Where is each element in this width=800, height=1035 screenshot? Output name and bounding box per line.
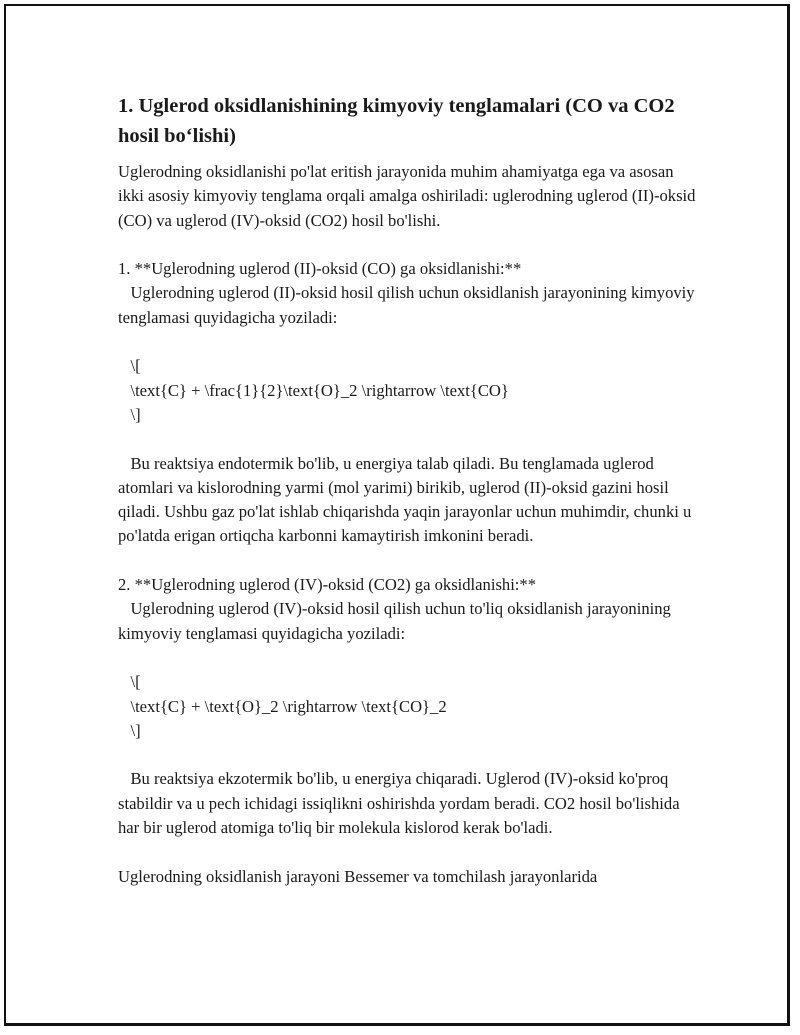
section2-equation: \text{C} + \text{O}_2 \rightarrow \text{CO}_2	[118, 696, 447, 716]
spacer	[118, 840, 698, 864]
section2-equation-close: \]	[118, 720, 141, 740]
spacer	[118, 233, 698, 257]
section1-explanation: Bu reaktsiya endotermik bo'lib, u energiya talab qiladi. Bu tenglamada uglerod atomlari va kislorodning yarmi (mol yarimi) birikib, uglerod (II)-oksid gazini hosil qiladi. Ushbu gaz po'lat ishlab chiqarishda yaqin jarayonlar uchun muhimdir, chunki u po'latda erigan ortiqcha karbonni kamaytirish imkonini beradi.	[118, 453, 696, 546]
document-body	[118, 91, 698, 889]
section1-equation-close: \]	[118, 404, 141, 424]
section1-lead: Uglerodning uglerod (II)-oksid hosil qilish uchun oksidlanish jarayonining kimyoviy tenglamasi quyidagicha yoziladi:	[118, 283, 699, 327]
section1-heading: 1. **Uglerodning uglerod (II)-oksid (CO) ga oksidlanishi:**	[118, 259, 522, 279]
spacer	[118, 549, 698, 573]
spacer	[118, 427, 698, 451]
spacer	[118, 743, 698, 767]
spacer	[118, 330, 698, 354]
closing-paragraph: Uglerodning oksidlanish jarayoni Bessemer va tomchilash jarayonlarida	[118, 866, 598, 886]
section2-heading: 2. **Uglerodning uglerod (IV)-oksid (CO2) ga oksidlanishi:**	[118, 575, 537, 595]
section2-equation-open: \[	[118, 672, 141, 692]
intro-paragraph: Uglerodning oksidlanishi po'lat eritish jarayonida muhim ahamiyatga ega va asosan ikki asosiy kimyoviy tenglama orqali amalga oshiriladi: uglerodning uglerod (II)-oksid (CO) va uglerod (IV)-oksid (CO2) hosil bo'lishi.	[118, 162, 700, 230]
section1-equation-open: \[	[118, 356, 141, 376]
section2-lead: Uglerodning uglerod (IV)-oksid hosil qilish uchun to'liq oksidlanish jarayonining kimyoviy tenglamasi quyidagicha yoziladi:	[118, 599, 675, 643]
spacer	[118, 646, 698, 670]
section2-explanation: Bu reaktsiya ekzotermik bo'lib, u energiya chiqaradi. Uglerod (IV)-oksid ko'proq stabildir va u pech ichidagi issiqlikni oshirishda yordam beradi. CO2 hosil bo'lishida har bir uglerod atomiga to'liq bir molekula kislorod kerak bo'ladi.	[118, 769, 684, 838]
document-title: 1. Uglerod oksidlanishining kimyoviy tenglamalari (CO va CO2 hosil bo‘lishi)	[118, 95, 675, 147]
section1-equation: \text{C} + \frac{1}{2}\text{O}_2 \rightarrow \text{CO}	[118, 380, 509, 400]
